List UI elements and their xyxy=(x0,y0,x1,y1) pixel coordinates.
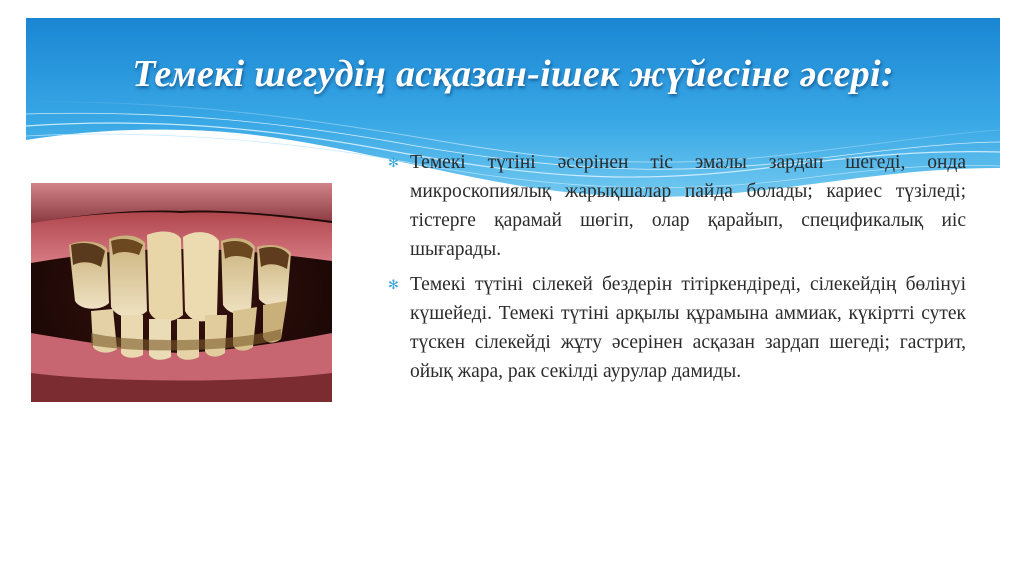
asterisk-bullet-icon: ✻ xyxy=(388,155,399,170)
bullet-item xyxy=(388,148,966,264)
decayed-teeth-photo xyxy=(31,183,332,402)
asterisk-bullet-icon: ✻ xyxy=(388,277,399,292)
bullet-item xyxy=(388,270,966,386)
bullet-list xyxy=(388,148,966,392)
slide-title: Темекі шегудің асқазан-ішек жүйесіне әсері: xyxy=(132,53,894,95)
bullet-text: Темекі түтіні әсерінен тіс эмалы зардап шегеді, онда микроскопиялық жарықшалар пайда болады; кариес түзіледі; тістерге қарамай шөгіп, олар қарайып, спецификалық иіс шығарады. xyxy=(410,152,966,260)
bullet-text: Темекі түтіні сілекей бездерін тітіркендіреді, сілекейдің бөлінуі күшейеді. Темекі түтіні арқылы құрамына аммиак, күкіртті сутек түскен сілекейді жұту әсерінен асқазан зардап шегеді; гастрит, ойық жара, рак секілді аурулар дамиды. xyxy=(410,274,966,382)
